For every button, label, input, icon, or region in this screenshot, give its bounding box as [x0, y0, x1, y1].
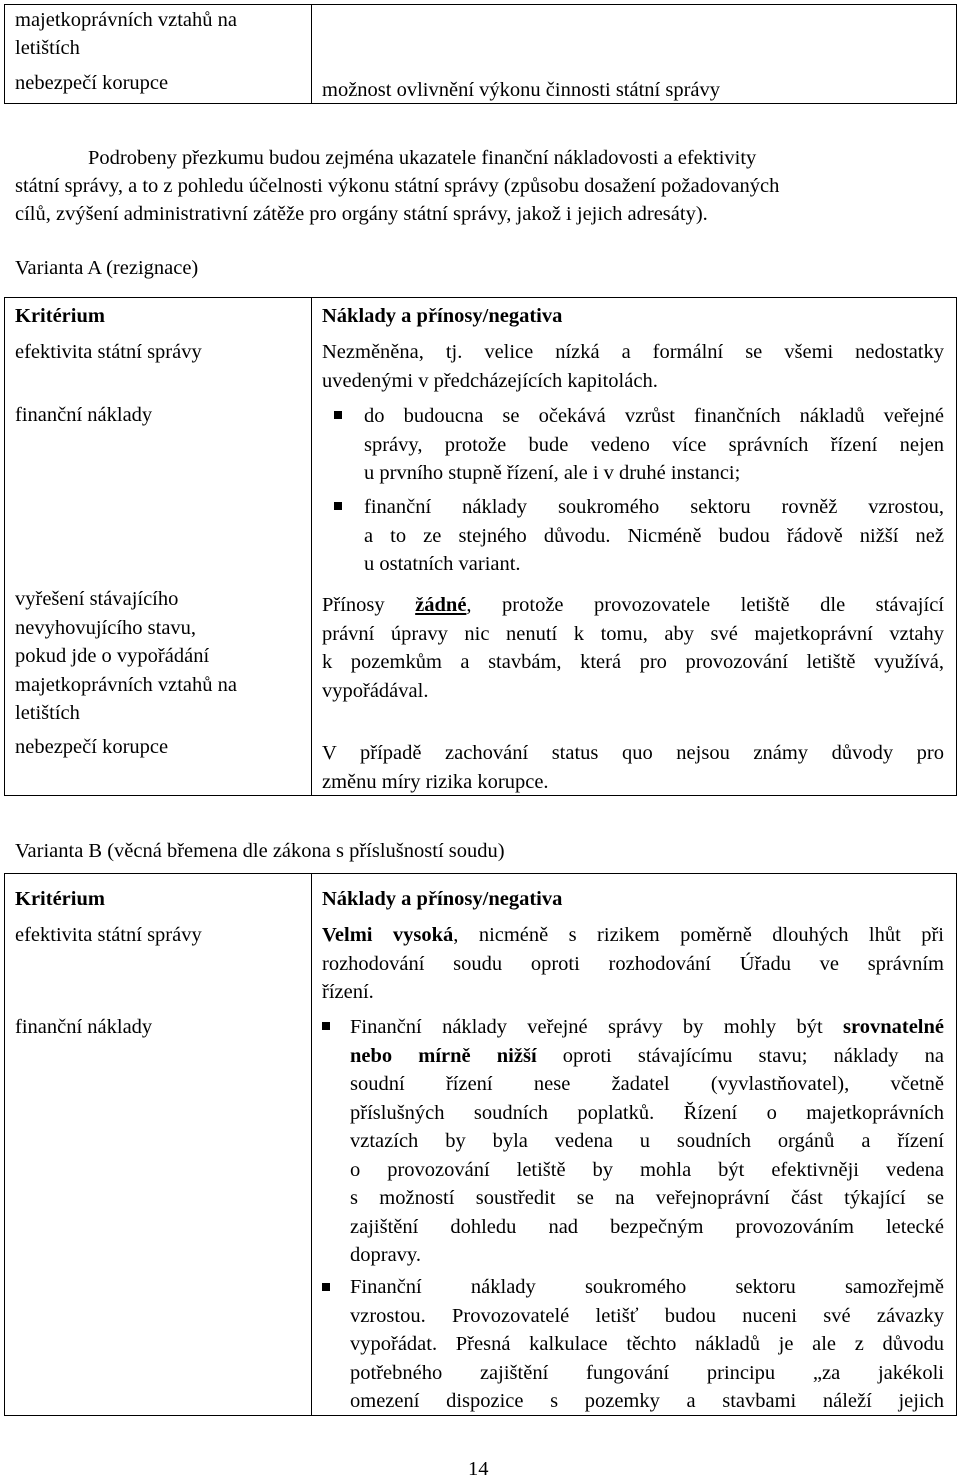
variant-a-col-criterion: Kritérium — [15, 305, 105, 327]
variant-a-efficiency-label: efektivita státní správy — [15, 341, 202, 363]
variant-a-efficiency-line1: Nezměněna, tj. velice nízká a formální se všemi nedostatky — [322, 341, 944, 363]
top-table-row2-right: možnost ovlivnění výkonu činnosti státní správy — [322, 79, 721, 101]
variant-a-resolution-label — [15, 585, 305, 728]
top-table-divider — [311, 4, 312, 104]
bullet-square-icon — [334, 411, 342, 419]
vb-b2-line1: Finanční náklady soukromého sektoru samozřejmě — [350, 1276, 944, 1298]
variant-b-col-criterion: Kritérium — [15, 888, 105, 910]
variant-a-costs-label: finanční náklady — [15, 404, 153, 426]
b-efficiency-emph: Velmi vysoká — [322, 924, 454, 946]
variant-b-efficiency-text — [322, 921, 944, 1007]
variant-a-resolution-text — [322, 591, 944, 705]
variant-b-col-costs: Náklady a přínosy/negativa — [322, 888, 563, 910]
top-table-row2-left: nebezpečí korupce — [15, 72, 169, 94]
intro-line-2: státní správy, a to z pohledu účelnosti výkonu státní správy (způsobu dosažení požadovaných — [15, 175, 780, 197]
resolution-label-line1: vyřešení stávajícího — [15, 588, 179, 610]
variant-a-b2-line3: u ostatních variant. — [364, 553, 521, 575]
vb-b1-line2-rest: oproti stávajícímu stavu; náklady na — [536, 1044, 944, 1067]
resolution-pre: Přínosy — [322, 594, 416, 616]
variant-b-efficiency-label: efektivita státní správy — [15, 924, 202, 946]
variant-a-corruption-text — [322, 739, 944, 796]
vb-b1-line5: vztazích by byla vedena u soudních orgánů a řízení — [350, 1130, 944, 1152]
top-table-row1-left-line2: letištích — [15, 37, 80, 59]
variant-a-efficiency-text — [322, 338, 944, 395]
resolution-line2: právní úpravy nic nenutí k tomu, aby své majetkoprávní vztahy — [322, 622, 944, 645]
resolution-label-line5: letištích — [15, 702, 80, 724]
variant-a-b2-line2: a to ze stejného důvodu. Nicméně budou řádově nižší než — [364, 524, 944, 547]
variant-a-efficiency-line2: uvedenými v předcházejících kapitolách. — [322, 369, 658, 392]
variant-b-costs-bullet1 — [350, 1013, 944, 1270]
b-efficiency-line3: řízení. — [322, 981, 374, 1003]
resolution-line1-rest: , protože provozovatele letiště dle stávající — [466, 594, 944, 616]
variant-a-b1-line3: u prvního stupně řízení, ale i v druhé instanci; — [364, 462, 741, 484]
bullet-square-icon — [322, 1283, 330, 1291]
corruption-line2: změnu míry rizika korupce. — [322, 770, 549, 793]
vb-b1-line7: s možností soustředit se na veřejnoprávní část týkající se — [350, 1187, 944, 1209]
vb-b1-line8: zajištění dohledu nad bezpečným provozováním letecké — [350, 1215, 944, 1238]
vb-b1-line2 — [350, 1042, 944, 1071]
variant-a-col-costs: Náklady a přínosy/negativa — [322, 305, 563, 327]
variant-b-heading: Varianta B (věcná břemena dle zákona s příslušností soudu) — [15, 840, 505, 862]
intro-line-1: Podrobeny přezkumu budou zejména ukazatele finanční nákladovosti a efektivity — [88, 147, 757, 169]
vb-b1-line3: soudní řízení nese žadatel (vyvlastňovatel), včetně — [350, 1073, 944, 1095]
vb-b1-line1-pre: Finanční náklady veřejné správy by mohly být — [350, 1016, 844, 1038]
vb-b2-line5: omezení dispozice s pozemky a stavbami náleží jejich — [350, 1390, 944, 1412]
variant-b-divider — [311, 873, 312, 1416]
resolution-line1 — [322, 591, 944, 620]
resolution-label-line4: majetkoprávních vztahů na — [15, 673, 237, 696]
resolution-line3: k pozemkům a stavbám, která pro provozování letiště využívá, — [322, 651, 944, 673]
variant-b-costs-label: finanční náklady — [15, 1016, 153, 1038]
vb-b1-line1 — [350, 1013, 944, 1042]
vb-b2-line4: potřebného zajištění fungování principu „za jakékoli — [350, 1361, 944, 1384]
vb-b1-line2-emph: nebo mírně nižší — [350, 1044, 537, 1067]
variant-a-heading: Varianta A (rezignace) — [15, 257, 199, 279]
intro-line-3: cílů, zvýšení administrativní zátěže pro orgány státní správy, jakož i jejich adresáty). — [15, 203, 708, 225]
vb-b1-line6: o provozování letiště by mohla být efektivněji vedena — [350, 1158, 944, 1181]
variant-a-costs-bullet1 — [364, 402, 944, 488]
vb-b2-line3: vypořádat. Přesná kalkulace těchto nákladů je ale z důvodu — [350, 1333, 944, 1355]
variant-a-costs-bullet2 — [364, 493, 944, 579]
variant-a-b1-line2: správy, protože bude vedeno více správních řízení nejen — [364, 433, 944, 456]
variant-a-corruption-label: nebezpečí korupce — [15, 736, 169, 758]
variant-a-b2-line1: finanční náklady soukromého sektoru rovněž vzrostou, — [364, 496, 944, 518]
variant-b-costs-bullet2 — [350, 1273, 944, 1416]
b-efficiency-line1-rest: , nicméně s rizikem poměrně dlouhých lhůt při — [453, 924, 944, 946]
resolution-emph: žádné — [415, 594, 467, 616]
bullet-square-icon — [334, 502, 342, 510]
top-table-row1-left-line1: majetkoprávních vztahů na — [15, 9, 237, 31]
resolution-line4: vypořádával. — [322, 679, 429, 702]
resolution-label-line2: nevyhovujícího stavu, — [15, 616, 197, 639]
page-number: 14 — [468, 1458, 489, 1480]
b-efficiency-line1 — [322, 921, 944, 950]
bullet-square-icon — [322, 1022, 330, 1030]
vb-b2-line2: vzrostou. Provozovatelé letišť budou nuceni své závazky — [350, 1304, 944, 1327]
vb-b1-line9: dopravy. — [350, 1244, 421, 1266]
b-efficiency-line2: rozhodování soudu oproti rozhodování Úřadu ve správním — [322, 952, 944, 975]
vb-b1-line4: příslušných soudních poplatků. Řízení o majetkoprávních — [350, 1101, 944, 1124]
corruption-line1: V případě zachování status quo nejsou známy důvody pro — [322, 742, 944, 764]
vb-b1-line1-emph: srovnatelné — [843, 1016, 944, 1038]
variant-a-divider — [311, 297, 312, 796]
variant-a-b1-line1: do budoucna se očekává vzrůst finančních nákladů veřejné — [364, 405, 944, 427]
resolution-label-line3: pokud jde o vypořádání — [15, 645, 210, 667]
